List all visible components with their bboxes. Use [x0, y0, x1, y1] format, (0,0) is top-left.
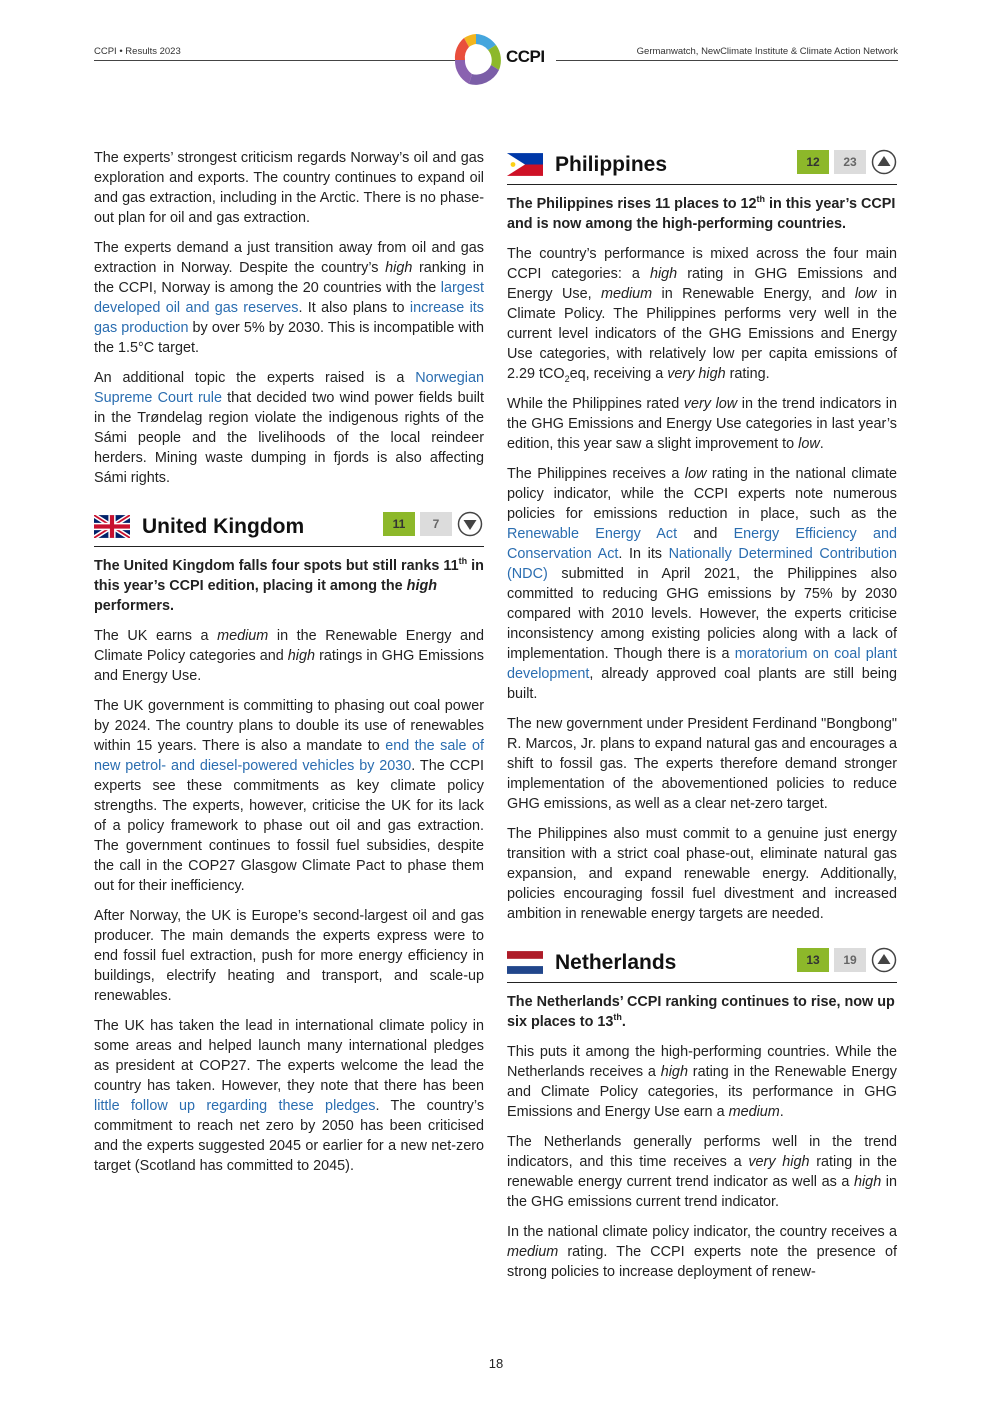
gas-production-link[interactable]: increase its gas production [94, 300, 484, 336]
uk-paragraph-2: The UK government is committing to phasing out coal power by 2024. The country plans to double its use of renewables within 15 years. There is also a mandate to end the sale of new petrol- and diesel-powered vehicles by 2030. The CCPI experts see these commitments as key climate policy strengths. The experts, however, criticise the UK for its lack of a policy framework to phase out oil and gas extraction. The government continues to fossil fuel subsidies, despite the call in the COP27 Glasgow Climate Pact to phase them out for their inefficiency. [94, 698, 484, 894]
trend-up-icon [871, 149, 897, 175]
page-number: 18 [488, 1356, 504, 1371]
uk-paragraph-1: The UK earns a medium in the Renewable Energy and Climate Policy categories and high ratings in GHG Emissions and Energy Use. [94, 628, 484, 684]
philippines-name: Philippines [555, 153, 668, 176]
trend-up-icon [871, 947, 897, 973]
netherlands-rank-current: 13 [797, 948, 829, 972]
norway-paragraph-2: The experts demand a just transition away from oil and gas extraction in Norway. Despite the country’s high ranking in the CCPI, Norway is among the 20 countries with the largest developed oil and gas reserves. It also plans to increase its gas production by over 5% by 2030. This is incompatible with the 1.5°C target. [94, 240, 485, 356]
netherlands-paragraph-1: This puts it among the high-performing countries. While the Netherlands receives a high rating in the Renewable Energy and Climate Policy categories, its performance in GHG Emissions and Energy Use earn a medium. [507, 1044, 897, 1120]
philippines-rank-current: 12 [797, 150, 829, 174]
netherlands-paragraph-3: In the national climate policy indicator, the country receives a medium rating. The CCPI experts note the presence of strong policies to increase deployment of renew- [507, 1224, 897, 1280]
left-column [94, 148, 484, 1186]
philippines-paragraph-1: The country’s performance is mixed across the four main CCPI categories: a high rating in GHG Emissions and Energy Use, medium in Renewable Energy, and low in Climate Policy. The Philippines performs very well in the current level indicators of the GHG Emissions and Energy Use categories, with relatively low per capita emissions of 2.29 tCO$_2$eq, receiving a very high rating. [507, 246, 898, 384]
energy-efficiency-act-link[interactable]: Energy Efficiency and Conservation Act [507, 526, 897, 562]
uk-rank-current: 11 [383, 512, 415, 536]
header-rule-right [556, 60, 898, 61]
uk-paragraph-4: The UK has taken the lead in international climate policy in some areas and helped launch many international pledges as president at COP27. The experts welcome the lead the country has taken. However, they note that there has been little follow up regarding these pledges. The country’s commitment to reach net zero by 2050 has been criticised and the experts suggested 2045 or earlier for a new net-zero target (Scotland has committed to 2045). [94, 1018, 485, 1174]
uk-heading [94, 510, 484, 547]
philippines-paragraph-2: While the Philippines rated very low in the trend indicators in the GHG Emissions and Energy Use categories in last year’s edition, this year saw a slight improvement to low. [507, 396, 897, 452]
uk-paragraph-3: After Norway, the UK is Europe’s second-largest oil and gas producer. The main demands the experts express were to end fossil fuel extraction, push for more energy efficiency in buildings, electrify heating and transport, and scale-up renewables. [94, 908, 484, 1004]
philippines-flag-icon [507, 153, 543, 176]
end-sale-vehicles-link[interactable]: end the sale of new petrol- and diesel-powered vehicles by 2030 [94, 738, 484, 774]
philippines-lead: The Philippines rises 11 places to 12th in this year’s CCPI and is now among the high-performing countries. [507, 194, 896, 232]
philippines-heading [507, 148, 897, 185]
header-right-text: Germanwatch, NewClimate Institute & Climate Action Network [636, 46, 898, 57]
uk-rank-previous: 7 [420, 512, 452, 536]
philippines-paragraph-4: The new government under President Ferdinand "Bongbong" R. Marcos, Jr. plans to expand natural gas and encourages a shift to fossil gas. The experts therefore demand stronger implementation of the abovementioned policies to reduce GHG emissions, as well as a clear net-zero target. [507, 716, 897, 812]
philippines-paragraph-3: The Philippines receives a low rating in the national climate policy indicator, while the CCPI experts note numerous policies for emissions reduction in place, such as the Renewable Energy Act and Energy Efficiency and Conservation Act. In its Nationally Determined Contribution (NDC) submitted in April 2021, the Philippines also committed to reducing GHG emissions by 75% by 2030 compared with 2010 levels. However, the experts criticise inconsistency among existing policies along with a lack of implementation. Though there is a moratorium on coal plant development, already approved coal plants are still being built. [507, 466, 898, 702]
trend-down-icon [457, 511, 483, 537]
right-column [507, 148, 897, 1292]
renewable-energy-act-link[interactable]: Renewable Energy Act [507, 526, 678, 542]
netherlands-name: Netherlands [555, 951, 677, 974]
philippines-rank-previous: 23 [834, 150, 866, 174]
oil-gas-reserves-link[interactable]: largest developed oil and gas reserves [94, 280, 484, 316]
norway-paragraph-1: The experts’ strongest criticism regards Norway’s oil and gas exploration and exports. The country continues to expand oil and gas extraction, including in the Arctic. There is no phase-out plan for oil and gas extraction. [94, 150, 484, 226]
netherlands-paragraph-2: The Netherlands generally performs well in the trend indicators, and this time receives a very high rating in the renewable energy current trend indicator as well as a high in the GHG emissions current trend indicator. [507, 1134, 898, 1210]
philippines-paragraph-5: The Philippines also must commit to a genuine just energy transition with a strict coal phase-out, eliminate natural gas expansion, and expand renewable energy. Additionally, policies encouraging fossil fuel divestment and increased ambition in renewable energy targets are needed. [507, 826, 897, 922]
norway-paragraph-3: An additional topic the experts raised is a Norwegian Supreme Court rule that decided two wind power fields built in the Trøndelag region violate the indigenous rights of the Sámi people and the livelihoods of the local reindeer herders. Mining waste dumping in fjords is also affecting Sámi rights. [94, 370, 484, 486]
netherlands-lead: The Netherlands’ CCPI ranking continues to rise, now up six places to 13th. [507, 994, 895, 1030]
header-left-text: CCPI • Results 2023 [94, 46, 181, 57]
pledges-follow-up-link[interactable]: little follow up regarding these pledges [94, 1098, 376, 1114]
netherlands-rank-previous: 19 [834, 948, 866, 972]
uk-name: United Kingdom [142, 515, 305, 538]
uk-flag-icon [94, 515, 130, 538]
norwegian-court-link[interactable]: Norwegian Supreme Court rule [94, 370, 484, 406]
netherlands-heading [507, 946, 897, 983]
ndc-link[interactable]: Nationally Determined Contribution (NDC) [507, 546, 898, 582]
netherlands-flag-icon [507, 951, 543, 974]
logo-text: CCPI [506, 47, 545, 66]
coal-moratorium-link[interactable]: moratorium on coal plant development [507, 646, 898, 682]
header-rule-left [94, 60, 460, 61]
uk-lead: The United Kingdom falls four spots but still ranks 11th in this year’s CCPI edition, placing it among the high performers. [94, 556, 484, 614]
